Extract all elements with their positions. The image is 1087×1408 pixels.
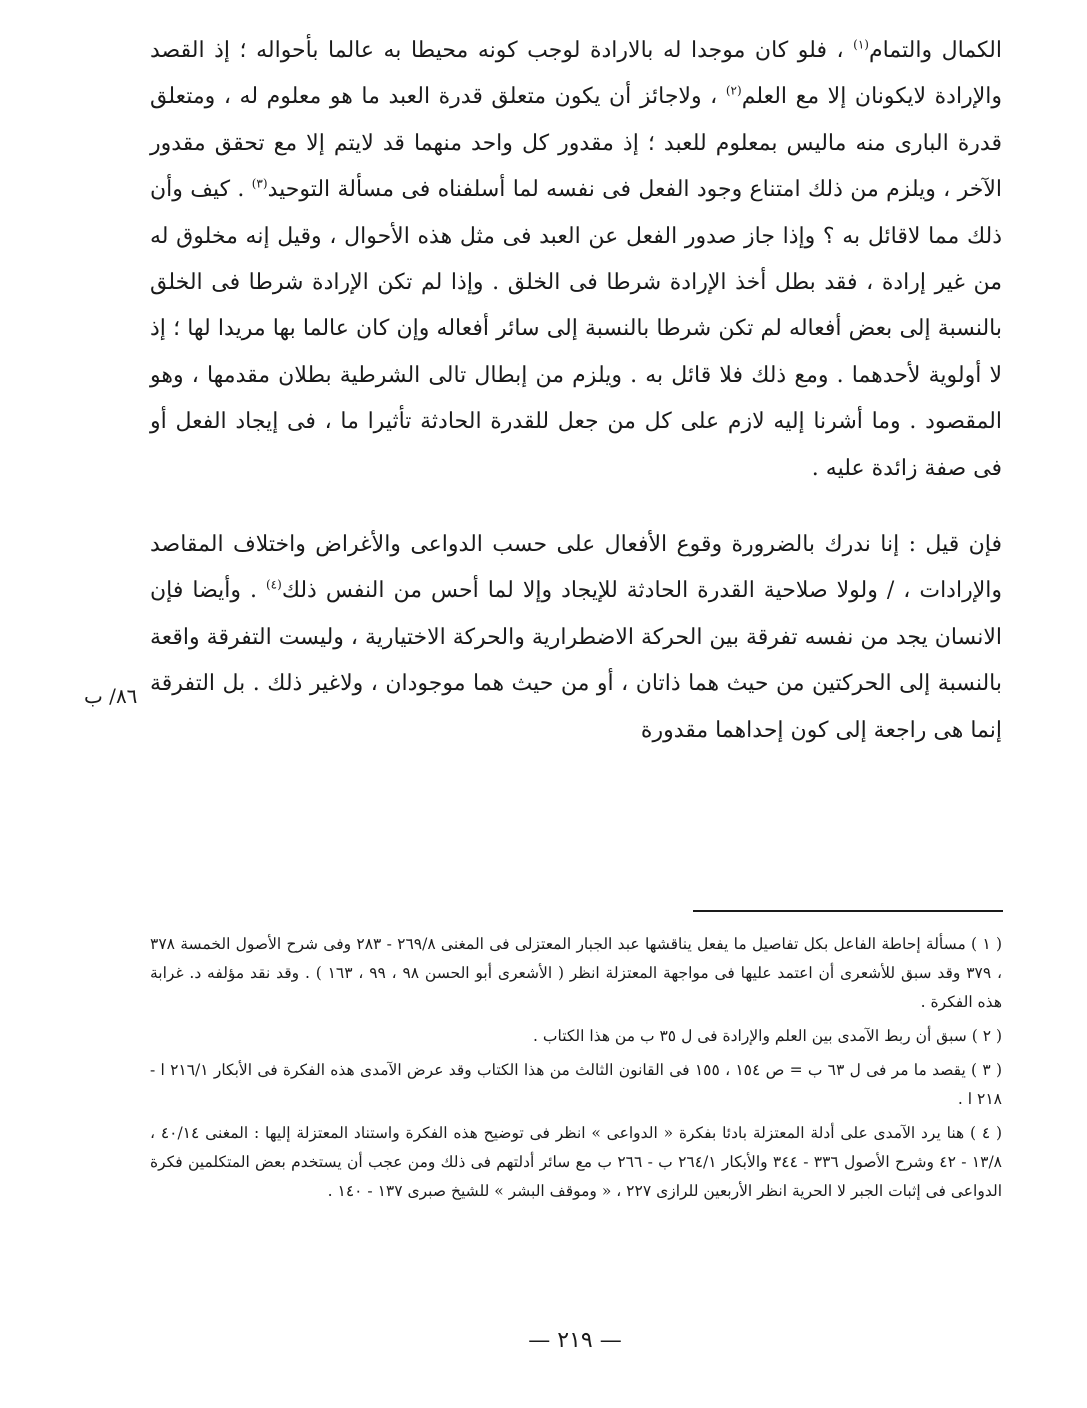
paragraph-2 [150,522,1002,754]
footnote-divider [693,910,1003,912]
footnote-ref-2[interactable]: (٢) [725,84,742,99]
p1-seg-1: الكمال والتمام [868,38,1002,63]
p2-seg-1: فإن قيل : إنا ندرك بالضرورة وقوع الأفعال على حسب الدواعى والأغراض واختلاف المقاصد والإرادات ، / ولولا صلاحية القدرة الحادثة للإيجاد وإلا لما أحس من النفس ذلك [150,532,1002,604]
page-number: — ٢١٩ — [528,1328,622,1353]
footnote-ref-1[interactable]: (١) [853,37,869,52]
footnotes [150,930,1002,1211]
paragraph-1 [150,28,1002,492]
footnote-ref-3[interactable]: (٣) [251,176,268,191]
footnote-ref-4[interactable]: (٤) [265,578,282,593]
p1-seg-2: ، فلو كان موجدا له بالارادة لوجب كونه محيطا به عالما بأحواله ؛ إذ القصد والإرادة لايكونان إلا مع العلم [150,38,1002,110]
p1-seg-3: ، ولاجائز أن يكون متعلق قدرة العبد ما هو معلوم له ، ومتعلق قدرة البارى منه ماليس بمعلوم للعبد ؛ إذ مقدور كل واحد منهما قد لايتم إلا مع تحقق مقدور الآخر ، ويلزم من ذلك امتناع وجود الفعل فى نفسه لما أسلفناه فى مسألة التوحيد [150,84,1002,203]
footnote-3: ( ٣ ) يقصد ما مر فى ل ٦٣ ب = ص ١٥٤ ، ١٥٥ فى القانون الثالث من هذا الكتاب وقد عرض الآمدى هذه الفكرة فى الأبكار ٢١٦/١ ا - ٢١٨ ا . [150,1061,1003,1108]
footnote-2: ( ٢ ) سبق أن ربط الآمدى بين العلم والإرادة فى ل ٣٥ ب من هذا الكتاب . [533,1027,1002,1045]
footnote-1: ( ١ ) مسألة إحاطة الفاعل بكل تفاصيل ما يفعل يناقشها عبد الجبار المعتزلى فى المغنى ٢٦٩/٨ - ٢٨٣ وفى شرح الأصول الخمسة ٣٧٨ ، ٣٧٩ وقد سبق للأشعرى أن اعتمد عليها فى مواجهة المعتزلة انظر ( الأشعرى أبو الحسن ٩٨ ، ٩٩ ، ١٦٣ ) . وقد نقد مؤلفه د. غرابة هذه الفكرة . [150,935,1003,1011]
footnote-4: ( ٤ ) هنا يرد الآمدى على أدلة المعتزلة بادئا بفكرة « الدواعى » انظر فى توضيح هذه الفكرة واستناد المعتزلة إليها : المغنى ٤٠/١٤ ، ١٣/٨ - ٤٢ وشرح الأصول ٣٣٦ - ٣٤٤ والأبكار ٢٦٤/١ ب - ٢٦٦ ب مع سائر أدلتهم فى ذلك ومن عجب أن يستخدم بعض المتكلمين فكرة الدواعى فى إثبات الجبر لا الحرية انظر الأربعين للرازى ٢٢٧ ، « وموقف البشر » للشيخ صبرى ١٣٧ - ١٤٠ . [150,1124,1002,1200]
p1-seg-4: . كيف وأن ذلك مما لاقائل به ؟ وإذا جاز صدور الفعل عن العبد فى مثل هذه الأحوال ، وقيل إنه مخلوق له من غير إرادة ، فقد بطل أخذ الإرادة شرطا فى الخلق . وإذا لم تكن الإرادة شرطا فى الخلق بالنسبة إلى بعض أفعاله لم تكن شرطا بالنسبة إلى سائر أفعاله وإن كان عالما بها مريدا لها ؛ إذ لا أولوية لأحدهما . ومع ذلك فلا قائل به . ويلزم من إبطال تالى الشرطية بطلان مقدمها ، وهو المقصود . وما أشرنا إليه لازم على كل من جعل للقدرة الحادثة تأثيرا ما ، فى إيجاد الفعل أو فى صفة زائدة عليه . [150,177,1003,481]
manuscript-folio-marker: ٨٦/ ب [84,684,138,708]
main-text [150,28,1002,754]
p2-seg-2: . وأيضا فإن الانسان يجد من نفسه تفرقة بين الحركة الاضطرارية والحركة الاختيارية ، وليست التفرقة واقعة بالنسبة إلى الحركتين من حيث هما ذاتان ، أو من حيث هما موجودان ، ولاغير ذلك . بل التفرقة إنما هى راجعة إلى كون إحداهما مقدورة [150,578,1002,743]
